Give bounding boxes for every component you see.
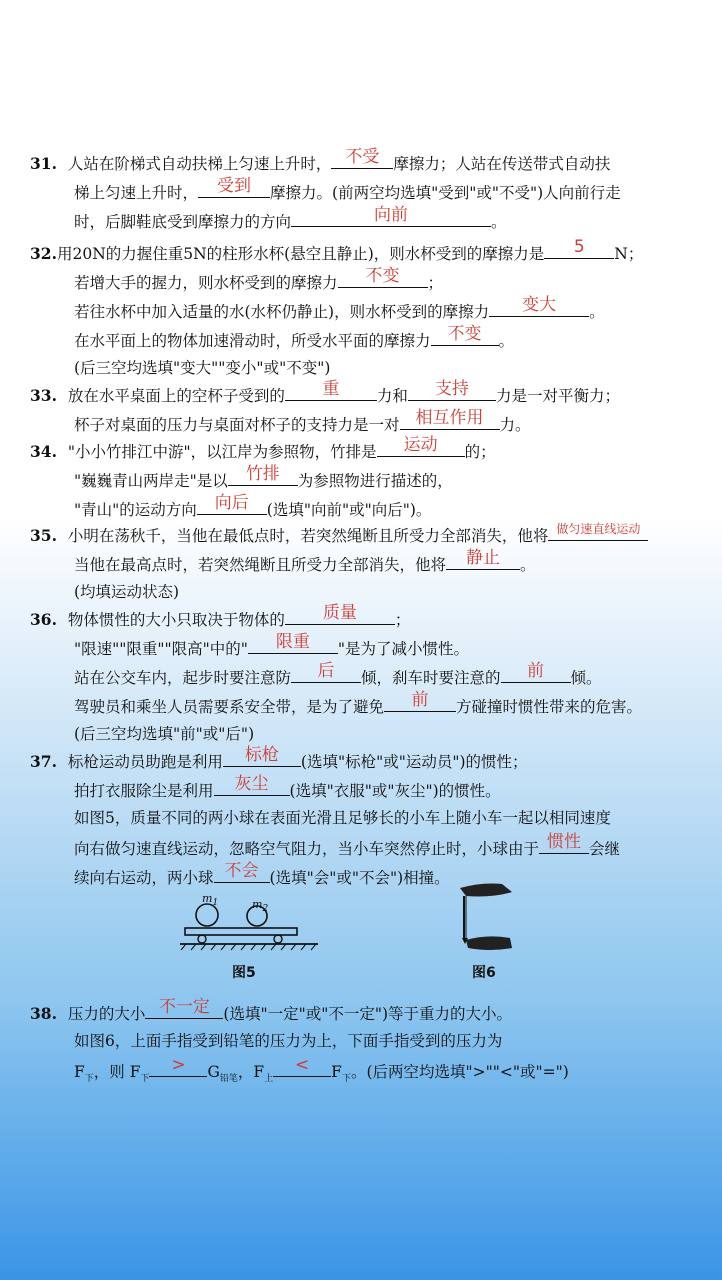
figure-6 xyxy=(452,882,522,954)
q38-line1 xyxy=(30,997,513,1024)
q34-blank-3 xyxy=(197,493,267,515)
q34-line3 xyxy=(74,493,432,520)
q37-text: 会继 xyxy=(589,840,621,858)
q35-answer-2: 静止 xyxy=(466,548,501,568)
q35-line1 xyxy=(30,522,648,546)
q36-number: 36. xyxy=(30,610,57,629)
q36-blank-3 xyxy=(291,661,361,683)
q32-hint: (后三空均选填"变大""变小"或"不变") xyxy=(74,359,331,377)
q37-text: 标枪运动员助跑是利用 xyxy=(67,753,223,771)
q38-text: ，$F_上$ xyxy=(237,1063,274,1085)
q31-line3 xyxy=(74,205,507,232)
q36-hint: (后三空均选填"前"或"后") xyxy=(74,725,255,743)
q37-line4 xyxy=(74,832,621,859)
q35-hint: (均填运动状态) xyxy=(74,583,180,601)
q37-text: 拍打衣服除尘是利用 xyxy=(74,782,214,800)
q38-number: 38. xyxy=(30,1004,57,1023)
q31-text: 时，后脚鞋底受到摩擦力的方向 xyxy=(74,213,292,231)
q36-text: "限速""限重""限高"中的" xyxy=(74,640,248,658)
q33-line1 xyxy=(30,379,620,406)
figure-6-caption: 图6 xyxy=(472,965,496,981)
q34-text: "小小竹排江中游"，以江岸为参照物，竹排是 xyxy=(67,443,377,461)
q32-line4 xyxy=(74,324,515,351)
figure-5-caption: 图5 xyxy=(232,965,256,981)
q36-answer-3: 后 xyxy=(317,661,335,681)
q38-hint: 。(后两空均选填">""<"或"=") xyxy=(350,1063,569,1081)
q32-text: N； xyxy=(614,245,644,263)
q36-blank-2 xyxy=(248,632,338,654)
q36-line2 xyxy=(74,632,470,659)
q32-blank-4 xyxy=(431,324,499,346)
pencil-fingers-diagram xyxy=(452,882,522,954)
q32-text: ； xyxy=(427,274,444,292)
q32-text: 若往水杯中加入适量的水(水杯仍静止)，则水杯受到的摩擦力 xyxy=(74,303,490,321)
q36-text: 驾驶员和乘坐人员需要系安全带，是为了避免 xyxy=(74,698,385,716)
q32-answer-2: 不变 xyxy=(365,266,400,286)
q36-answer-5: 前 xyxy=(411,690,429,710)
q37-answer-4: 不会 xyxy=(224,861,259,881)
q35-line2 xyxy=(74,548,536,575)
q36-text: 倾，刹车时要注意的 xyxy=(361,669,501,687)
q32-blank-1 xyxy=(544,237,614,259)
q33-answer-3: 相互作用 xyxy=(415,408,484,428)
q36-line3 xyxy=(74,661,602,688)
q38-f-lower: $F_下$ xyxy=(74,1063,94,1085)
q38-blank-1 xyxy=(145,997,223,1019)
q33-answer-1: 重 xyxy=(322,379,340,399)
q33-text: 力是一对平衡力； xyxy=(495,387,620,405)
q32-text: 。 xyxy=(589,303,605,321)
q33-text: 力。 xyxy=(499,416,531,434)
q37-line5 xyxy=(74,861,450,888)
q36-text: 站在公交车内，起步时要注意防 xyxy=(74,669,292,687)
q36-text: 方碰撞时惯性带来的危害。 xyxy=(456,698,643,716)
q36-blank-4 xyxy=(501,661,571,683)
q34-text: "巍巍青山两岸走"是以 xyxy=(74,472,228,490)
q32-line2 xyxy=(74,266,444,293)
q36-answer-2: 限重 xyxy=(275,632,310,652)
q37-answer-3: 惯性 xyxy=(547,832,582,852)
q32-text: 在水平面上的物体加速滑动时，所受水平面的摩擦力 xyxy=(74,332,431,350)
q32-number: 32. xyxy=(30,244,57,263)
q37-line2 xyxy=(74,774,501,801)
q36-text: 物体惯性的大小只取决于物体的 xyxy=(67,611,285,629)
q37-blank-1 xyxy=(223,745,301,767)
q37-text: 向右做匀速直线运动，忽略空气阻力，当小车突然停止时，小球由于 xyxy=(74,840,540,858)
q38-g-pencil: $G_{铅笔}$ xyxy=(207,1063,238,1085)
q35-text: 当他在最高点时，若突然绳断且所受力全部消失，他将 xyxy=(74,556,447,574)
q35-answer-1: 做匀速直线运动 xyxy=(556,522,641,536)
q37-blank-2 xyxy=(214,774,290,796)
q38-answer-3: < xyxy=(295,1055,310,1075)
q32-text: 用20N的力握住重5N的柱形水杯(悬空且静止)，则水杯受到的摩擦力是 xyxy=(56,245,545,263)
q37-blank-3 xyxy=(539,832,589,854)
q35-number: 35. xyxy=(30,526,57,545)
q35-blank-1 xyxy=(548,522,648,541)
q34-blank-1 xyxy=(377,435,465,457)
q34-text: (选填"向前"或"向后")。 xyxy=(266,501,432,519)
q31-line1 xyxy=(30,147,611,174)
q31-text: 摩擦力；人站在传送带式自动扶 xyxy=(393,155,611,173)
q31-answer-2: 受到 xyxy=(217,176,252,196)
q34-text: 为参照物进行描述的， xyxy=(297,472,453,490)
q36-line1 xyxy=(30,603,411,630)
q35-line3 xyxy=(74,580,179,602)
q37-answer-1: 标枪 xyxy=(244,745,279,765)
q34-text: 的； xyxy=(464,443,496,461)
q36-line4 xyxy=(74,690,643,717)
q31-blank-2 xyxy=(198,176,270,198)
q33-text: 放在水平桌面上的空杯子受到的 xyxy=(67,387,285,405)
q31-text: 梯上匀速上升时， xyxy=(74,184,199,202)
q37-text: 续向右运动，两小球 xyxy=(74,869,214,887)
q32-blank-2 xyxy=(338,266,428,288)
q35-text: 。 xyxy=(520,556,536,574)
q36-text: ； xyxy=(394,611,411,629)
q32-text: 。 xyxy=(498,332,515,350)
q33-blank-1 xyxy=(285,379,377,401)
q37-number: 37. xyxy=(30,752,57,771)
q35-text: 小明在荡秋千，当他在最低点时，若突然绳断且所受力全部消失，他将 xyxy=(67,527,549,545)
q38-f-lower-2: $F_下$ xyxy=(331,1063,351,1085)
q32-blank-3 xyxy=(489,295,589,317)
q31-answer-3: 向前 xyxy=(374,205,409,225)
q33-answer-2: 支持 xyxy=(434,379,469,399)
q36-answer-1: 质量 xyxy=(322,603,357,623)
q33-text: 杯子对桌面的压力与桌面对杯子的支持力是一对 xyxy=(74,416,400,434)
q36-answer-4: 前 xyxy=(527,661,545,681)
q32-answer-3: 变大 xyxy=(522,295,557,315)
q31-number: 31. xyxy=(30,154,57,173)
q31-text: 。 xyxy=(491,213,507,231)
q38-text: ，则 $F_下$ xyxy=(93,1063,150,1085)
q37-text: 如图5，质量不同的两小球在表面光滑且足够长的小车上随小车一起以相同速度 xyxy=(74,809,611,827)
q37-blank-4 xyxy=(214,861,270,883)
q33-blank-3 xyxy=(400,408,500,430)
q35-blank-2 xyxy=(446,548,520,570)
q34-number: 34. xyxy=(30,442,57,461)
q34-text: "青山"的运动方向 xyxy=(74,501,197,519)
q34-answer-3: 向后 xyxy=(214,493,249,513)
q36-blank-5 xyxy=(384,690,456,712)
q37-line3 xyxy=(74,806,611,828)
q38-answer-2: > xyxy=(171,1055,186,1075)
q37-answer-2: 灰尘 xyxy=(234,774,269,794)
q38-text: 压力的大小 xyxy=(67,1005,146,1023)
q38-line3 xyxy=(74,1055,569,1085)
q33-blank-2 xyxy=(408,379,496,401)
ball-m2-label: $m_2$ xyxy=(252,898,269,915)
cart-diagram xyxy=(180,888,320,958)
q38-text: (选填"一定"或"不一定")等于重力的大小。 xyxy=(223,1005,513,1023)
q38-blank-2 xyxy=(149,1055,207,1077)
q33-number: 33. xyxy=(30,386,57,405)
q31-blank-3 xyxy=(291,205,491,227)
q36-text: "是为了减小惯性。 xyxy=(337,640,470,658)
q38-line2 xyxy=(74,1029,502,1051)
q31-blank-1 xyxy=(331,147,393,169)
q34-answer-2: 竹排 xyxy=(245,464,280,484)
q32-answer-1: 5 xyxy=(573,237,585,257)
q38-text: 如图6，上面手指受到铅笔的压力为上，下面手指受到的压力为 xyxy=(74,1032,503,1050)
q31-text: 人站在阶梯式自动扶梯上匀速上升时， xyxy=(67,155,332,173)
q34-answer-1: 运动 xyxy=(403,435,438,455)
q38-blank-3 xyxy=(273,1055,331,1077)
q32-answer-4: 不变 xyxy=(447,324,482,344)
q36-blank-1 xyxy=(285,603,395,625)
ball-m1-label: $m_1$ xyxy=(202,892,219,909)
q37-text: (选填"标枪"或"运动员")的惯性； xyxy=(300,753,528,771)
q37-text: (选填"衣服"或"灰尘")的惯性。 xyxy=(289,782,501,800)
q37-text: (选填"会"或"不会")相撞。 xyxy=(269,869,450,887)
q32-line3 xyxy=(74,295,605,322)
q36-text: 倾。 xyxy=(570,669,602,687)
figure-5 xyxy=(180,888,320,958)
q31-text: 摩擦力。(前两空均选填"受到"或"不受")人向前行走 xyxy=(270,184,621,202)
q38-answer-1: 不一定 xyxy=(158,997,210,1017)
q31-answer-1: 不受 xyxy=(345,147,380,167)
q34-blank-2 xyxy=(228,464,298,486)
q33-text: 力和 xyxy=(376,387,408,405)
q32-text: 若增大手的握力，则水杯受到的摩擦力 xyxy=(74,274,338,292)
